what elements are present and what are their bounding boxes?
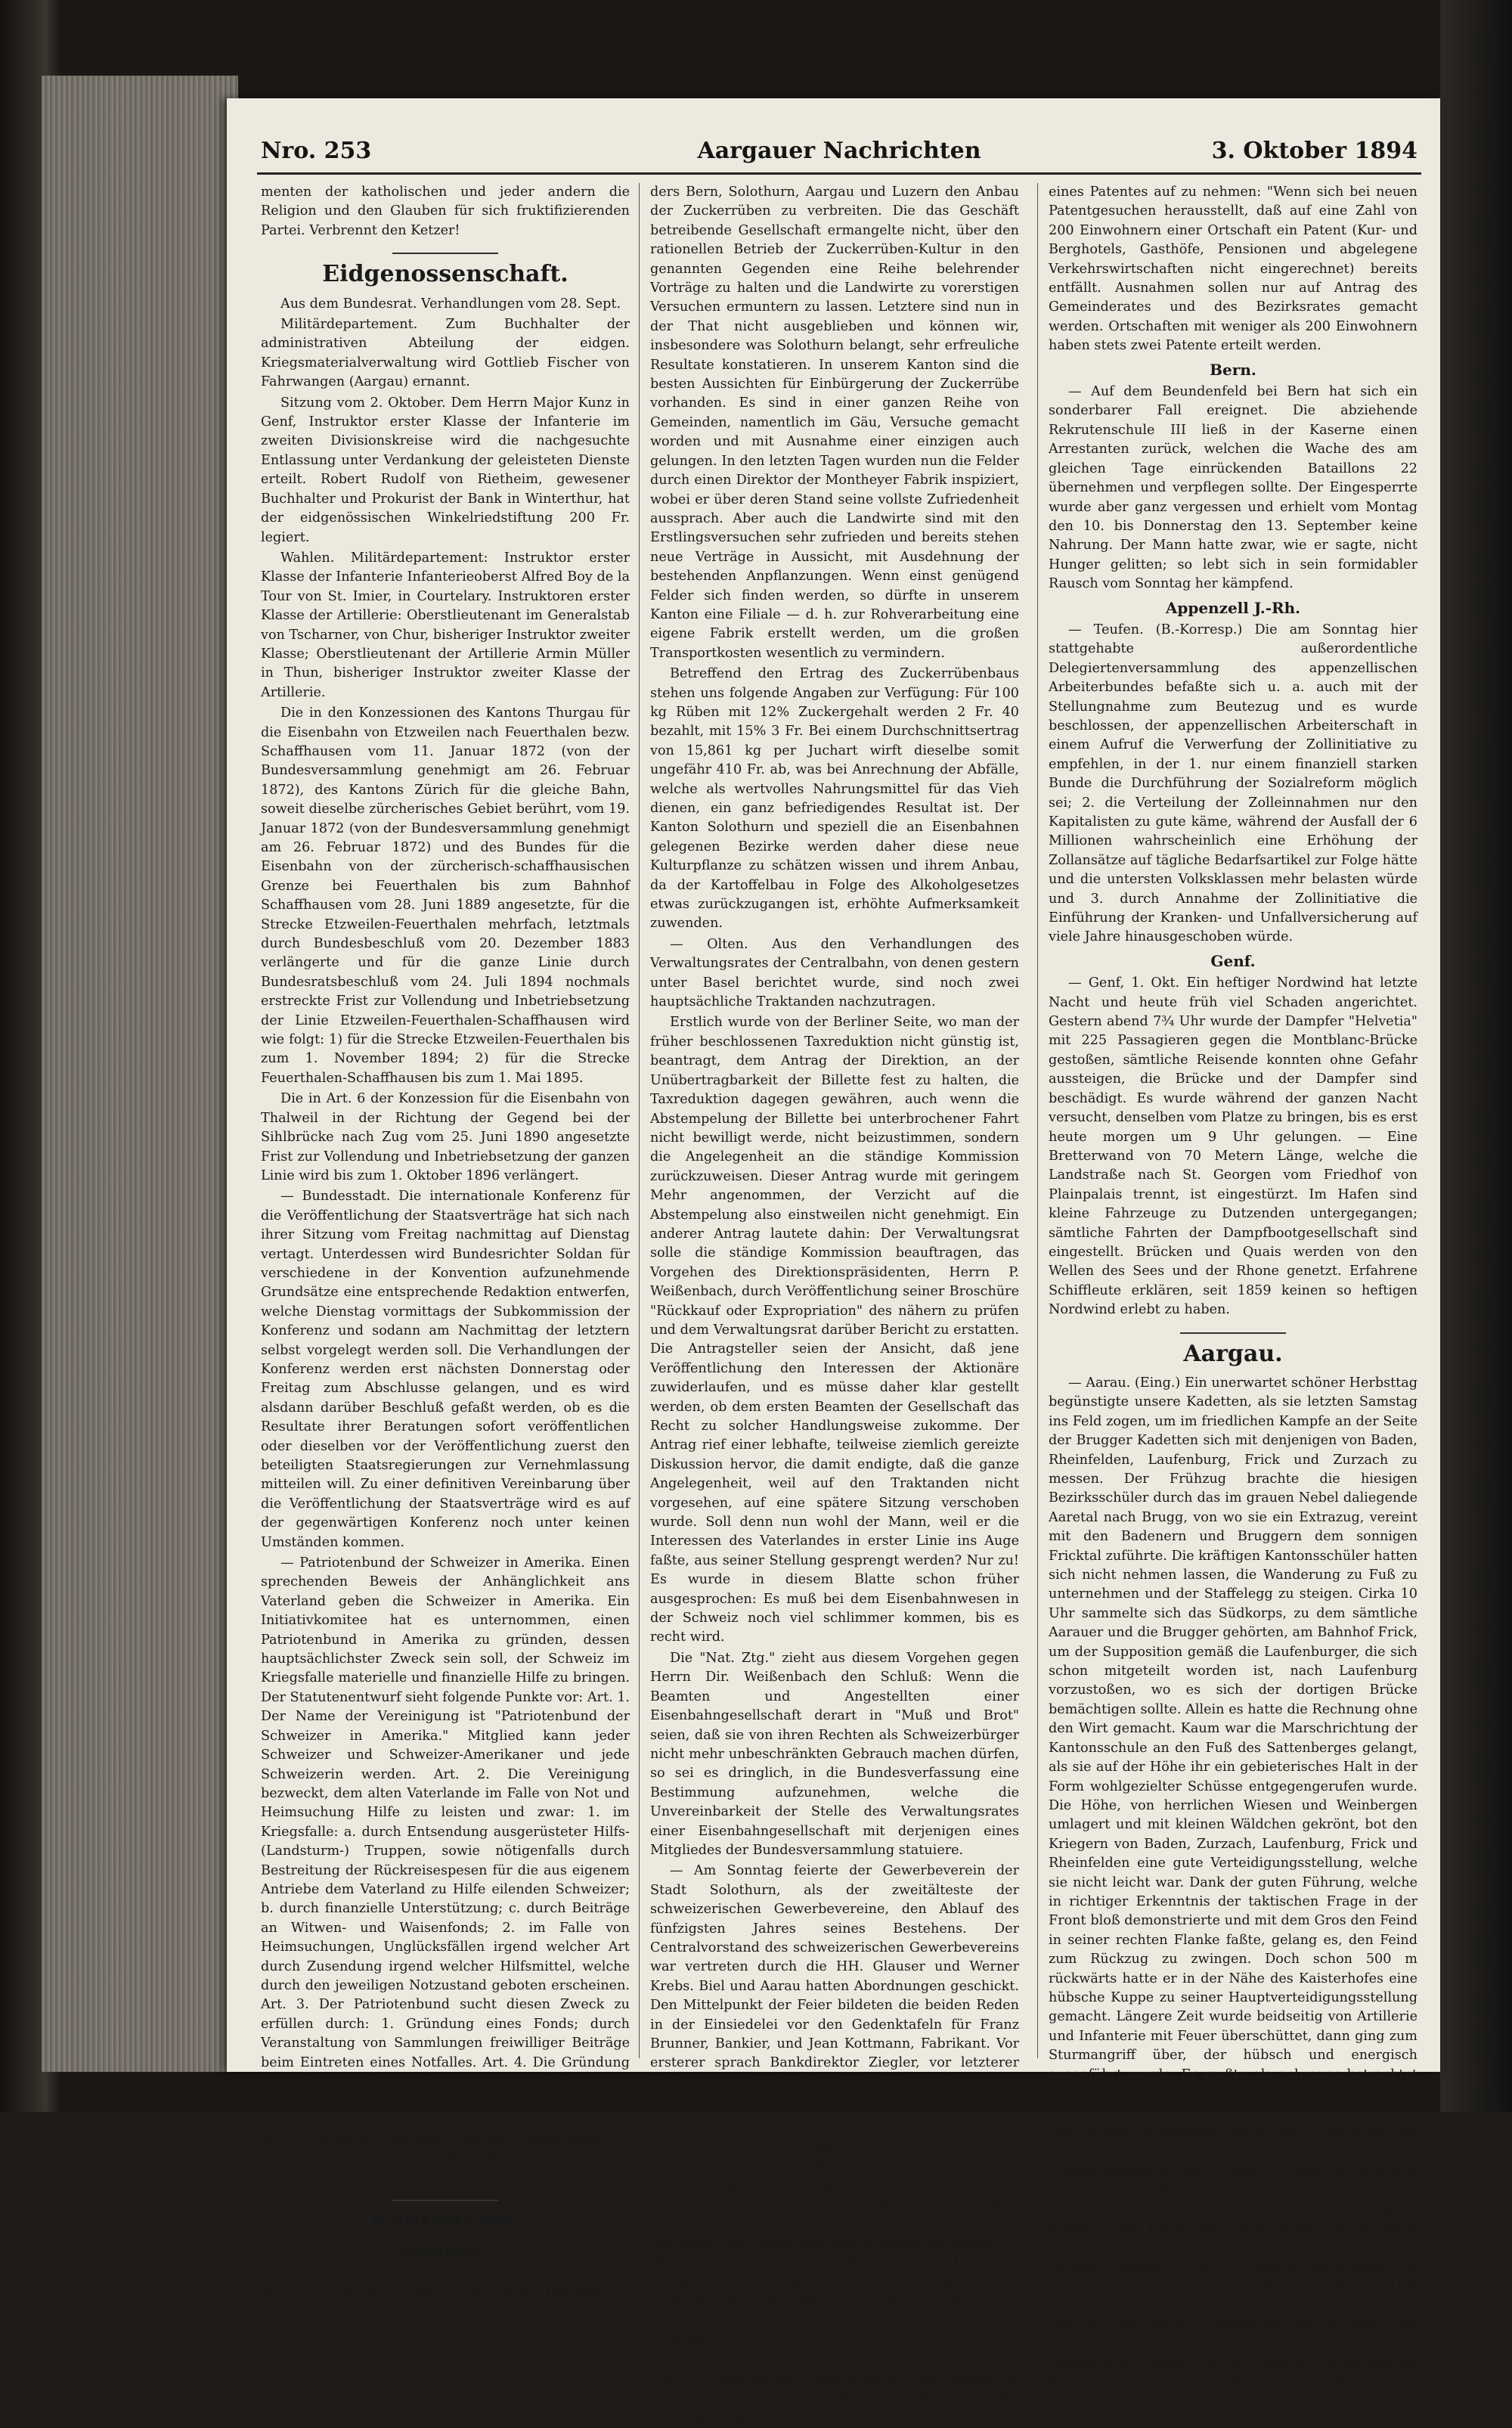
section-heading: Aargau. [1049,1344,1418,1363]
article-text: menten der katholischen und jeder andern die Religion und den Glauben für sich fruktifizierenden Partei. Verbrennt den Ketzer! [261,183,630,240]
newspaper-page [227,98,1440,2072]
section-separator [1180,1332,1286,1334]
newspaper-title: Aargauer Nachrichten [261,138,1418,164]
article-text: eines Patentes auf zu nehmen: "Wenn sich bei neuen Patentgesuchen herausstellt, daß auf eine Zahl von 200 Einwohnern einer Ortschaft ein Patent (Kur- und Berghotels, Gasthöfe, Pensionen und abgelegene Verkehrswirtschaften nicht eingerechnet) bereits entfällt. Ausnahmen sollen nur auf Antrag des Gemeinderates und des Bezirksrates gemacht werden. Ortschaften mit weniger als 200 Einwohnern haben stets zwei Patente erteilt werden. [1049,183,1418,356]
article-text: — Der Vorstand des Wirtevereins des Kantons Zürich richtet an den Regierungsrat eine Eingabe, in welcher es des Wirtschaftsgesetz als Grund der Verweigerung [650,2352,1019,2428]
subsection-heading: Appenzell J.-Rh. [1049,599,1418,618]
article-text: — Olten. Aus den Verhandlungen des Verwaltungsrates der Centralbahn, von denen gestern unter Basel berichtet wurde, sind noch zwei hauptsächliche Traktanden nachzutragen. [650,935,1019,1012]
subsection-heading: Bern. [1049,361,1418,380]
binding-shadow [1440,0,1512,2112]
section-heading: Kantonales. [261,2212,630,2231]
article-text: Militärdepartement. Zum Buchhalter der administrativen Abteilung der eidgen. Kriegsmaterialverwaltung wird Gottlieb Fischer von Fahrwangen (Aargau) ernannt. [261,315,630,392]
article-text: Aus dem Bundesrat. Verhandlungen vom 28. Sept. [261,295,630,314]
column-3 [1049,183,1418,2058]
column-2 [650,183,1019,2058]
article-text: Betreffend den Ertrag des Zuckerrübenbaus stehen uns folgende Angaben zur Verfügung: Für 100 kg Rüben mit 12% Zuckergehalt werden 2 Fr. 40 bezahlt, mit 15% 3 Fr. Bei einem Durchschnittsertrag von 15,861 kg per Juchart wirft dieselbe somit ungefähr 410 Fr. ab, was bei Anrechnung der Abfälle, welche als wertvolles Nahrungsmittel für das Vieh dienen, ein ganz befriedigendes Resultat ist. Der Kanton Solothurn und speziell die an Eisenbahnen gelegenen Bezirke werden daher diese neue Kulturpflanze zu schätzen wissen und ihrem Anbau, da der Kartoffelbau in Folge des Alkoholgesetzes etwas zurückzugangen ist, erhöhte Aufmerksamkeit zuwenden. [650,665,1019,934]
article-text: Die "Nat. Ztg." zieht aus diesem Vorgehen gegen Herrn Dir. Weißenbach den Schluß: Wenn die Beamten und Angestellten einer Eisenbahngesellschaft derart in "Muß und Brot" seien, daß sie von ihren Rechten als Schweizerbürger nicht mehr unbeschränkten Gebrauch machen dürfen, so sei es dringlich, in die Bundesverfassung eine Bestimmung aufzunehmen, welche die Unvereinbarkeit der Stelle des Verwaltungsrates einer Eisenbahngesellschaft mit derjenigen eines Mitgliedes der Bundesversammlung statuiere. [650,1649,1019,1860]
article-text: — Am Sonntag feierte der Gewerbeverein der Stadt Solothurn, als der zweitälteste der schweizerischen Gewerbevereine, den Ablauf des fünfzigsten Jahres seines Bestehens. Der Centralvorstand des schweizerischen Gewerbevereins war vertreten durch die HH. Glauser und Werner Krebs. Biel und Aarau hatten Abordnungen geschickt. Den Mittelpunkt der Feier bildeten die beiden Reden in der Einsiedelei vor den Gedenktafeln für Franz Brunner, Bankier, und Jean Kottmann, Fabrikant. Vor ersterer sprach Bankdirektor Ziegler, vor letzterer Stadtammann W. Vigier. Die Feier nahm einen programmgemäßen Verlauf und befriedigte die Teilnehmer in hohem Maße. [650,1862,1019,2131]
article-text: Die in Art. 6 der Konzession für die Eisenbahn von Thalweil in der Richtung der Gegend bei der Sihlbrücke nach Zug vom 25. Juni 1890 angesetzte Frist zur Vollendung und Inbetriebsetzung der ganzen Linie wird bis zum 1. Oktober 1896 verlängert. [261,1090,630,1186]
issue-date: 3. Oktober 1894 [1212,138,1418,164]
section-separator [392,253,498,254]
column-divider [639,183,640,2058]
article-text: — (B.-Korr.) Schweiz. Zuckerrübenbau. Seit letztem Frühling ist die Zuckerfabrik "Helvetia" in Monthey eifrig bemüht, in mehreren Kantonen, beson- [261,2264,630,2321]
masthead [261,138,1418,172]
article-text: Erstlich wurde von der Berliner Seite, wo man der früher beschlossenen Taxreduktion nicht günstig ist, beantragt, dem Antrag der Direktion, an der Unübertragbarkeit der Billette fest zu halten, die Taxreduktion dagegen gewähren, auch wenn die Abstempelung der Billette bei unterbrochener Fahrt nicht bewilligt werde, nicht beizustimmen, sondern die Angelegenheit an die ständige Kommission zurückzuweisen. Dieser Antrag wurde mit geringem Mehr angenommen, der Verzicht auf die Abstempelung also einstweilen nicht genehmigt. Ein anderer Antrag lautete dahin: Der Verwaltungsrat solle die ständige Kommission beauftragen, das Vorgehen des Direktionspräsidenten, Herrn P. Weißenbach, durch Veröffentlichung seiner Broschüre "Rückkauf oder Expropriation" des nähern zu prüfen und dem Verwaltungsrat darüber Bericht zu erstatten. Die Antragsteller seien der Ansicht, daß jene Veröffentlichung den Interessen der Aktionäre zuwiderlaufen, und es müsse daher klar gestellt werden, ob dem ersten Beamten der Gesellschaft das Recht zu solcher Handlungsweise zukomme. Der Antrag rief einer lebhafte, teilweise ziemlich gereizte Diskussion hervor, die damit endigte, daß die ganze Angelegenheit, weil auf den Traktanden nicht vorgesehen, auf eine spätere Sitzung verschoben wurde. Soll denn nun wohl der Mann, weil er die Interessen des Vaterlandes in erster Linie ins Auge faßte, aus seiner Stellung gesprengt werden? Nur zu! Es wurde in diesem Blatte schon früher ausgesprochen: Es muß bei dem Eisenbahnwesen in der Schweiz noch viel schlimmer kommen, bis es recht wird. [650,1013,1019,1647]
section-heading: Eidgenossenschaft. [261,265,630,284]
header-rule [257,172,1421,175]
article-text: Wahlen. Militärdepartement: Instruktor erster Klasse der Infanterie Infanterieoberst Alfred Boy de la Tour von St. Imier, in Courtelary. Instruktoren erster Klasse der Artillerie: Oberstlieutenant im Generalstab von Tscharner, von Chur, bisheriger Instruktor zweiter Klasse; Oberstlieutenant der Artillerie Armin Müller in Thun, bisheriger Instruktor zweiter Klasse der Artillerie. [261,549,630,702]
section-separator [392,2200,498,2201]
article-text: — Auf dem Beundenfeld bei Bern hat sich ein sonderbarer Fall ereignet. Die abziehende Rekrutenschule III ließ in der Kaserne einen Arrestanten zurück, welchen die Wache des am gleichen Tage einrückenden Bataillons 22 übernehmen und verpflegen sollte. Der Eingesperrte wurde aber ganz vergessen und erhielt vom Montag den 10. bis Donnerstag den 13. September keine Nahrung. Der Mann hatte zwar, wie er sagte, nicht Hunger gelitten; so lebt sich in sein formidabler Rausch vom Sonntag her kämpfend. [1049,383,1418,594]
column-divider [1037,183,1038,2058]
article-text: — Patriotenbund der Schweizer in Amerika. Einen sprechenden Beweis der Anhänglichkeit ans Vaterland geben die Schweizer in Amerika. Ein Initiativkomitee hat es unternommen, einen Patriotenbund in Amerika zu gründen, dessen hauptsächlichster Zweck sein soll, der Schweiz im Kriegsfalle materielle und finanzielle Hilfe zu bringen. Der Statutenentwurf sieht folgende Punkte vor: Art. 1. Der Name der Vereinigung ist "Patriotenbund der Schweizer in Amerika." Mitglied kann jeder Schweizer und Schweizer-Amerikaner und jede Schweizerin werden. Art. 2. Die Vereinigung bezweckt, dem alten Vaterlande im Falle von Not und Heimsuchung Hilfe zu leisten und zwar: 1. im Kriegsfalle: a. durch Entsendung ausgerüsteter Hilfs- (Landsturm-) Truppen, sowie nötigenfalls durch Bestreitung der Rückreisespesen für die aus eigenem Antriebe dem Vaterland zu Hilfe eilenden Schweizer; b. durch finanzielle Unterstützung; c. durch Beiträge an Witwen- und Waisenfonds; 2. im Falle von Heimsuchungen, Unglücksfällen irgend welcher Art durch Zusendung irgend welcher Hilfsmittel, welche durch den jeweiligen Notzustand geboten erscheinen. Art. 3. Der Patriotenbund sucht diesen Zweck zu erfüllen durch: 1. Gründung eines Fonds; durch Veranstaltung von Sammlungen freiwilliger Beiträge beim Eintreten eines Notfalles. Art. 4. Die Gründung eines Fonds soll erreicht werden durch: 1. Erhebung einer Eintrittsgebühr von 50 Cents und eines jährlichen Beitrages von 25 Cents per Mitglied; 2. durch freiwillige Beiträge, eventuell Sammlungen; 3. durch irgend welche andere Mittel, welche dem Unternehmen förderlich sein könnten. [261,1554,630,2188]
article-text: — Genf, 1. Okt. Ein heftiger Nordwind hat letzte Nacht und heute früh viel Schaden angerichtet. Gestern abend 7¾ Uhr wurde der Dampfer "Helvetia" mit 225 Passagieren gegen die Montblanc-Brücke gestoßen, sämtliche Reisende konnten ohne Gefahr aussteigen, die Brücke und der Dampfer sind beschädigt. Es wurde während der ganzen Nacht versucht, denselben vom Platze zu bringen, bis es erst heute morgen um 9 Uhr gelungen. — Eine Bretterwand von 70 Metern Länge, welche die Landstraße nach St. Georgen vom Friedhof von Plainpalais trennt, ist eingestürzt. Im Hafen sind kleine Fahrzeuge zu Dutzenden untergegangen; sämtliche Fahrten der Dampfbootgesellschaft sind eingestellt. Brücken und Quais werden von den Wellen des Sees und der Rhone genetzt. Erfahrene Schiffleute erklären, seit 1859 keinen so heftigen Nordwind erlebt zu haben. [1049,974,1418,1319]
article-text: — Aarau. (Eing.) Ein unerwartet schöner Herbsttag begünstigte unsere Kadetten, als sie letzten Samstag ins Feld zogen, um im friedlichen Kampfe an der Seite der Brugger Kadetten sich mit denjenigen von Baden, Rheinfelden, Laufenburg, Frick und Zurzach zu messen. Der Frühzug brachte die hiesigen Bezirksschüler durch das im grauen Nebel daliegende Aaretal nach Brugg, von wo sie ein Extrazug, vereint mit den Badenern und Bruggern dem sonnigen Fricktal zuführte. Die kräftigen Kantonsschüler hatten sich nicht nehmen lassen, die Wanderung zu Fuß zu unternehmen und der Staffelegg zu steigen. Cirka 10 Uhr sammelte sich das Südkorps, zu dem sämtliche Aarauer und die Brugger gehörten, am Bahnhof Frick, um der Supposition gemäß die Laufenburger, die sich schon mitgeteilt worden ist, nach Laufenburg vorzustoßen, wo es sich der dortigen Brücke bemächtigen sollte. Allein es hatte die Rechnung ohne den Wirt gemacht. Kaum war die Marschrichtung der Kantonsschule an den Fuß des Sattenberges gelangt, als sie auf der Höhe ihr ein gebieterisches Halt in der Form wohlgezielter Schüsse entgegengerufen wurde. Die Höhe, von herrlichen Wiesen und Weinbergen umlagert und mit kleinen Wäldchen gekrönt, bot den Kriegern von Baden, Zurzach, Laufenburg, Frick und Rheinfelden eine gute Verteidigungsstellung, welche sie nicht leicht war. Dank der guten Führung, welche in richtiger Erkenntnis der taktischen Frage in der Front bloß demonstrierte und mit dem Gros den Feind in seiner rechten Flanke faßte, gelang es, den Feind zum Rückzug zu zwingen. Doch schon 500 m rückwärts hatte er in der Nähe des Kaisterhofes eine hübsche Kuppe zu seiner Hauptverteidigungsstellung gemacht. Längere Zeit wurde beidseitig von Artillerie und Infanterie mit Feuer überschüttet, dann ging zum Sturmangriff über, der hübsch und energisch ausgeführt wurde. Er mußte als gelungen betrachtet werden, da die feindlichen Reserven etwas zu spät in die Feuerlinie einrückten. C'était un beau spectacle! Den letzten Widerstand setzte der Verteidiger auf dem Höhenzuge südlich Kaisten den vorbringenden Gegner entgegen. Welche fatale Folgen das zu kühne Vorprallen einzelner Abteilungen nach sich ziehen kann, das sollten auch diesmal unsere lieben Brugger erfahren. Ihr Korps wäre beim Sturm auf die stark besetzte Stellung des Gegners vernichtet worden. Die Aarauer, beseelt, ihren Freunden in der großen Not beizuspringen, stürmten ein tiefeingeschnittenes Thal und steile Hänge passieren. So kam beiden Hülfe zu spät und nur wenig so hätten mit den Bruggern das gleiche Schicksal geteilt, da, nachdem diese "abgemurkst" waren, von der Feind mit seiner ganzen Macht aus vorteilhafter Stellung auf die Aarauer wandte. Der Zapfenstreich machte [1049,1374,1418,2411]
column-1 [261,183,630,2058]
issue-number: Nro. 253 [261,138,371,164]
article-text: Die in den Konzessionen des Kantons Thurgau für die Eisenbahn von Etzweilen nach Feuerthalen bezw. Schaffhausen vom 11. Januar 1872 (von der Bundesversammlung genehmigt am 26. Februar 1872), des Kantons Zürich für die gleiche Bahn, soweit dieselbe zürcherisches Gebiet berührt, vom 19. Januar 1872 (von der Bundesversammlung genehmigt am 26. Februar 1872) und des Bundes für die Eisenbahn von der zürcherisch-schaffhausischen Grenze bei Feuerthalen bis zum Bahnhof Schaffhausen vom 28. Juni 1889 angesetzte, für die Strecke Etzweilen-Feuerthalen mehrfach, letztmals durch Bundesbeschluß vom 20. Dezember 1883 verlängerte und für die ganze Linie durch Bundesratsbeschluß vom 24. Juli 1894 nochmals erstreckte Frist zur Vollendung und Inbetriebsetzung der Linie Etzweilen-Feuerthalen-Schaffhausen wird wie folgt: 1) für die Strecke Etzweilen-Feuerthalen bis zum 1. November 1894; 2) für die Strecke Feuerthalen-Schaffhausen bis zum 1. Mai 1895. [261,704,630,1088]
article-text: — Hr. Architekt Ernst in Zürich hat ein Markthallenprojekt ausgearbeitet, das für die Markfrauen auf der Rathausbrücke zu dienen hätte. Die Markthalle käme in der Petersstraße zwischen der Bank von Zürich und den Strohhof zu liegen. Es ist ein Hallenbau von 40 Meter Länge, 15 Meter Breite und 5 Meter Höhe vorgesehen; die Außenwände hätten Reklamezwecken zu dienen und auf dem flachen Dach würde eine Gartenanlage errichtet. [650,2157,1019,2349]
article-text: — Bundesstadt. Die internationale Konferenz für die Veröffentlichung der Staatsverträge hat sich nach ihrer Sitzung vom Freitag nachmittag auf Dienstag vertagt. Unterdessen wird Bundesrichter Soldan für verschiedene in der Konvention aufzunehmende Grundsätze eine entsprechende Redaktion entwerfen, welche Dienstag vormittags der Subkommission der Konferenz und sodann am Nachmittag der letztern selbst vorgelegt werden soll. Die Verhandlungen der Konferenz werden erst nächsten Donnerstag oder Freitag zum Abschlusse gelangen, und es wird alsdann darüber Beschluß gefaßt werden, ob es die Resultate ihrer Beratungen sofort veröffentlichen oder dieselben vor der Veröffentlichung zuerst den beteiligten Staatsregierungen zur Vernehmlassung mitteilen will. Zu einer definitiven Vereinbarung über die Veröffentlichung der Staatsverträge wird es auf der gegenwärtigen Konferenz noch unter keinen Umständen kommen. [261,1187,630,1552]
subsection-heading: Genf. [1049,952,1418,971]
article-text: Sitzung vom 2. Oktober. Dem Herrn Major Kunz in Genf, Instruktor erster Klasse der Infanterie im zweiten Divisionskreise wird die nachgesuchte Entlassung unter Verdankung der geleisteten Dienste erteilt. Robert Rudolf von Rietheim, gewesener Buchhalter und Prokurist der Bank in Winterthur, hat der eidgenössischen Winkelriedstiftung 200 Fr. legiert. [261,394,630,547]
article-text: ders Bern, Solothurn, Aargau und Luzern den Anbau der Zuckerrüben zu verbreiten. Die das Geschäft betreibende Gesellschaft ermangelte nicht, über den rationellen Betrieb der Zuckerrüben-Kultur in den genannten Gegenden eine Reihe belehrender Vorträge zu halten und die Landwirte zu vorerstigen Versuchen ermuntern zu lassen. Letztere sind nun in der That nicht ausgeblieben und können wir, insbesondere was Solothurn belangt, sehr erfreuliche Resultate konstatieren. In unserem Kanton sind die besten Aussichten für Einbürgerung der Zuckerrübe vorhanden. Es sind in einer ganzen Reihe von Gemeinden, namentlich im Gäu, Versuche gemacht worden und mit Ausnahme einer einzigen auch gelungen. In den letzten Tagen wurden nun die Felder durch einen Direktor der Montheyer Fabrik inspiziert, wobei er über deren Stand seine vollste Zufriedenheit aussprach. Aber auch die Landwirte sind mit den Erstlingsversuchen sehr zufrieden und bereits stehen neue Verträge in Aussicht, mit Ausdehnung der bestehenden Anpflanzungen. Wenn einst genügend Felder sich finden werden, so dürfte in unserem Kanton eine Filiale — d. h. zur Rohverarbeitung eine eigene Fabrik erstellt werden, um die großen Transportkosten wesentlich zu vermindern. [650,183,1019,663]
article-text: — Teufen. (B.-Korresp.) Die am Sonntag hier stattgehabte außerordentliche Delegiertenversammlung des appenzellischen Arbeiterbundes befaßte sich u. a. auch mit der Stellungnahme zum Beutezug und es wurde beschlossen, der appenzellischen Arbeiterschaft in einem Aufruf die Verwerfung der Zollinitiative zu empfehlen, in der 1. nur einem finanziell starken Bunde die Durchführung der Sozialreform möglich sei; 2. die Verteilung der Zolleinnahmen nur den Kapitalisten zu gute käme, während der Ausfall der 6 Millionen wahrscheinlich eine Erhöhung der Zollansätze auf tägliche Bedarfsartikel zur Folge hätte und die untersten Volksklassen mehr belasten würde und 3. durch Annahme der Zollinitiative die Einführung der Kranken- und Unfallversicherung auf viele Jahre hinausgeschoben würde. [1049,621,1418,947]
subsection-heading: Zürich. [650,2135,1019,2154]
page-stack-edge [42,76,238,2072]
subsection-heading: Solothurn. [261,2242,630,2261]
